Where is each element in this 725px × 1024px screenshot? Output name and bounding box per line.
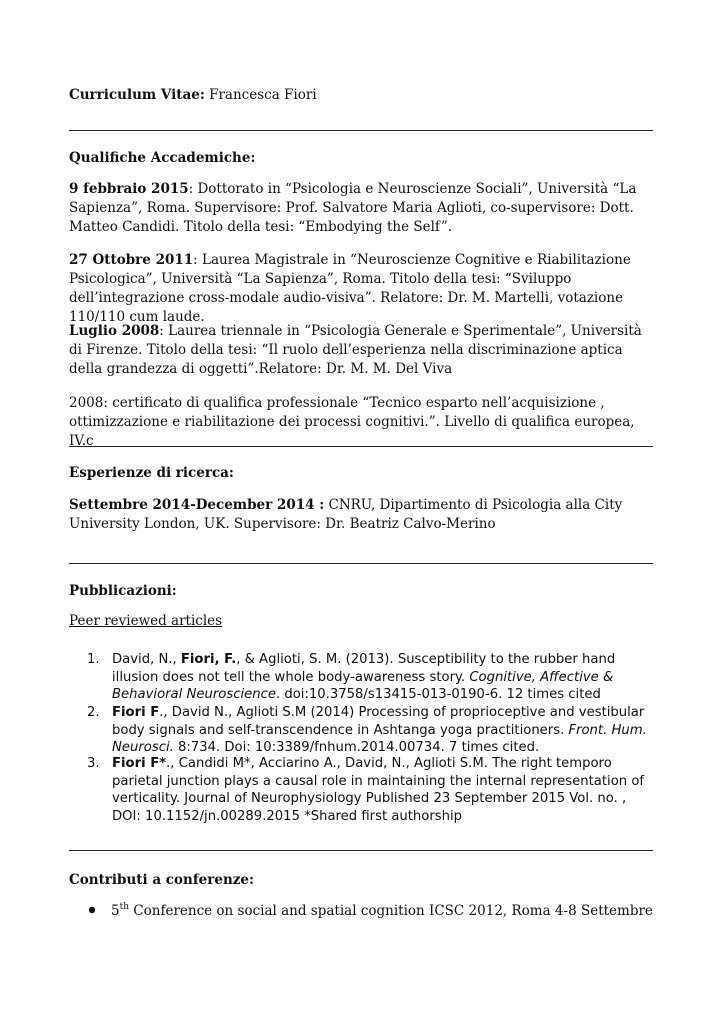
section-heading-qualifiche: Qualifiche Accademiche: [69,150,256,166]
pub-doi: 8:734. Doi: 10:3389/fnhum.2014.00734. 7 times cited. [173,740,540,755]
esperienza-item [69,496,655,534]
conference-item [111,902,671,921]
section-heading-pubblicazioni: Pubblicazioni: [69,583,177,599]
publication-text [112,651,657,704]
divider [69,130,653,131]
conference-ordinal-suffix: th [119,902,130,912]
esperienza-date: Settembre 2014-December 2014 : [69,497,325,513]
qualifica-item [69,251,655,327]
publication-number: 3. [87,756,100,771]
section-heading-esperienze: Esperienze di ricerca: [69,465,234,481]
title-label: Curriculum Vitae: [69,87,205,103]
qualifica-date: 27 Ottobre 2011 [69,252,194,268]
peer-reviewed-label: Peer reviewed articles [69,613,223,629]
title-name: Francesca Fiori [209,87,317,103]
qualifica-text: : certificato di qualifica professionale “Tecnico esparto nell’acquisizione , ottimizzazione e riabilitazione dei processi cognitivi.”. Livello di qualifica europea, IV.c [69,395,635,449]
section-heading-contributi: Contributi a conferenze: [69,872,254,888]
pub-author-highlight: Fiori F* [112,756,167,771]
bullet-icon [87,905,97,915]
pub-body: ., Candidi M*, Acciarino A., David, N., Aglioti S.M. The right temporo parietal junction plays a causal role in maintaining the internal representation of verticality. Journal of Neurophysiology Published 23 September 2015 Vol. no. , DOI: 10.1152/jn.00289.2015 *Shared first authorship [112,756,645,824]
qualifica-text: : Laurea triennale in “Psicologia Generale e Sperimentale”, Università di Firenze. Titolo della tesi: “Il ruolo dell’esperienza nella discriminazione aptica della grandezza di oggetti”.Relatore: Dr. M. M. Del Viva [69,323,642,377]
pub-doi: . doi:10.3758/s13415-013-0190-6. 12 times cited [275,687,601,702]
pub-journal: Cognitive, Affective & Behavioral Neuroscience [112,669,614,702]
pub-body: ., David N., Aglioti S.M (2014) Processing of proprioceptive and vestibular body signals and self-transcendence in Ashtanga yoga practitioners. [112,705,645,738]
pub-journal: Front. Hum. Neurosci. [112,722,647,755]
pub-author-highlight: Fiori F [112,705,160,720]
qualifica-date: Luglio 2008 [69,323,160,339]
publication-number: 1. [87,652,100,667]
qualifica-item [69,394,655,451]
peer-reviewed-heading [69,612,655,631]
pub-author-highlight: Fiori, F. [180,652,237,667]
qualifica-text: : Dottorato in “Psicologia e Neuroscienze Sociali”, Università “La Sapienza”, Roma. Supervisore: Prof. Salvatore Maria Aglioti, co-supervisore: Dott. Matteo Candidi. Titolo della tesi: “Embodying the Self”. [69,181,637,235]
conference-text: Conference on social and spatial cognition ICSC 2012, Roma 4-8 Settembre [129,903,653,919]
qualifica-text: : Laurea Magistrale in “Neuroscienze Cognitive e Riabilitazione Psicologica”, Università “La Sapienza”, Roma. Titolo della tesi: “Sviluppo dell’integrazione cross-modale audio-visiva”. Relatore: Dr. M. Martelli, votazione 110/110 cum laude. [69,252,631,325]
divider [69,850,653,851]
esperienza-text: CNRU, Dipartimento di Psicologia alla City University London, UK. Supervisore: Dr. Beatriz Calvo-Merino [69,497,623,532]
publication-number: 2. [87,705,100,720]
publication-text [112,755,657,825]
qualifica-item [69,180,655,237]
qualifica-date: 9 febbraio 2015 [69,181,189,197]
divider [69,563,653,564]
qualifica-date: 2008 [69,395,104,411]
qualifica-item [69,322,655,379]
document-title [69,86,655,105]
conference-ordinal: 5 [111,903,120,919]
publication-text [112,704,657,757]
pub-authors: David, N., [112,652,181,667]
divider [69,446,653,447]
pub-body: , & Aglioti, S. M. (2013). Susceptibility to the rubber hand illusion does not tell the whole body-awareness story. [112,652,616,685]
